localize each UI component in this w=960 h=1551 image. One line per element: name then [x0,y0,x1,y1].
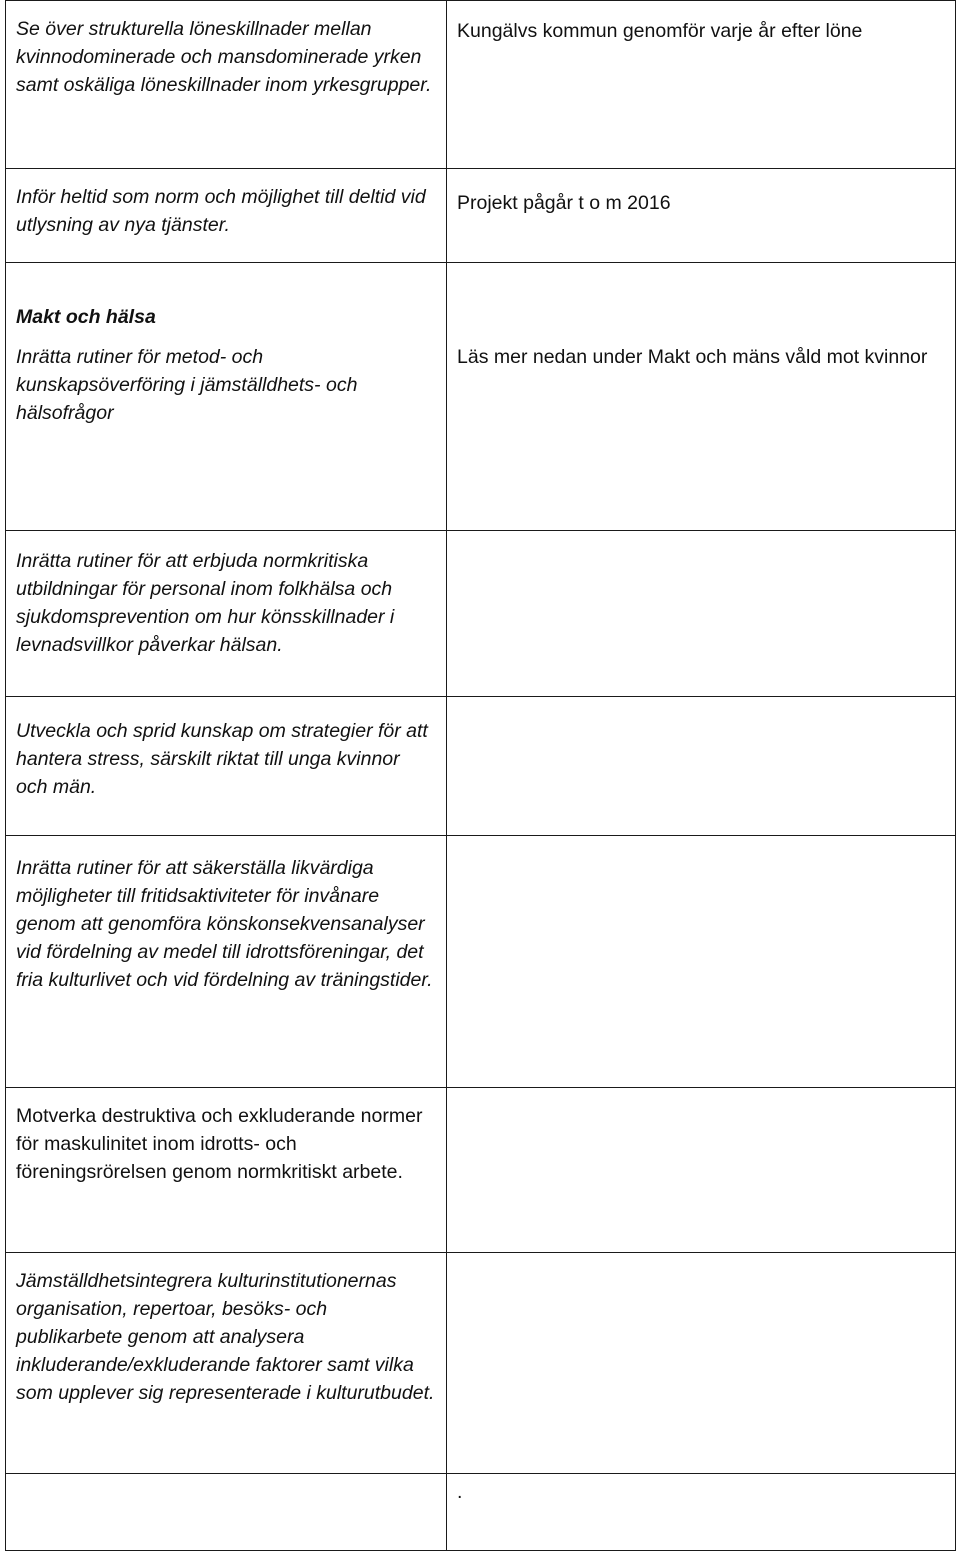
table-row [6,263,956,531]
status-cell: . [447,1474,956,1551]
table-row [6,169,956,263]
status-cell [447,697,956,836]
table-row [6,697,956,836]
table-row [6,1088,956,1253]
status-cell [447,1088,956,1253]
goal-cell: Motverka destruktiva och exkluderande normer för maskulinitet inom idrotts- och föreningsrörelsen genom normkritiskt arbete. [6,1088,447,1253]
table-row [6,836,956,1088]
status-cell [447,531,956,697]
goal-text: Inrätta rutiner för metod- och kunskapsöverföring i jämställdhets- och hälsofrågor [16,346,358,424]
table-row [6,1474,956,1551]
goal-cell: Jämställdhetsintegrera kulturinstitutionernas organisation, repertoar, besöks- och publikarbete genom att analysera inkluderande/exkluderande faktorer samt vilka som upplever sig representerade i kulturutbudet. [6,1253,447,1474]
status-cell: Kungälvs kommun genomför varje år efter löne [447,1,956,169]
table-row [6,1,956,169]
status-cell: Projekt pågår t o m 2016 [447,169,956,263]
goal-cell: Utveckla och sprid kunskap om strategier för att hantera stress, särskilt riktat till unga kvinnor och män. [6,697,447,836]
goal-cell [6,1474,447,1551]
action-table [5,0,956,1551]
section-heading: Makt och hälsa [16,306,156,328]
goal-cell: Inrätta rutiner för att erbjuda normkritiska utbildningar för personal inom folkhälsa och sjukdomsprevention om hur könsskillnader i levnadsvillkor påverkar hälsan. [6,531,447,697]
goal-cell: Se över strukturella löneskillnader mellan kvinnodominerade och mansdominerade yrken samt oskäliga löneskillnader inom yrkesgrupper. [6,1,447,169]
goal-cell [6,263,447,531]
goal-cell: Inrätta rutiner för att säkerställa likvärdiga möjligheter till fritidsaktiviteter för invånare genom att genomföra könskonsekvensanalyser vid fördelning av medel till idrottsföreningar, det fria kulturlivet och vid fördelning av träningstider. [6,836,447,1088]
table-row [6,531,956,697]
status-cell: Läs mer nedan under Makt och mäns våld mot kvinnor [447,263,956,531]
status-cell [447,836,956,1088]
table-row [6,1253,956,1474]
goal-cell: Inför heltid som norm och möjlighet till deltid vid utlysning av nya tjänster. [6,169,447,263]
status-cell [447,1253,956,1474]
